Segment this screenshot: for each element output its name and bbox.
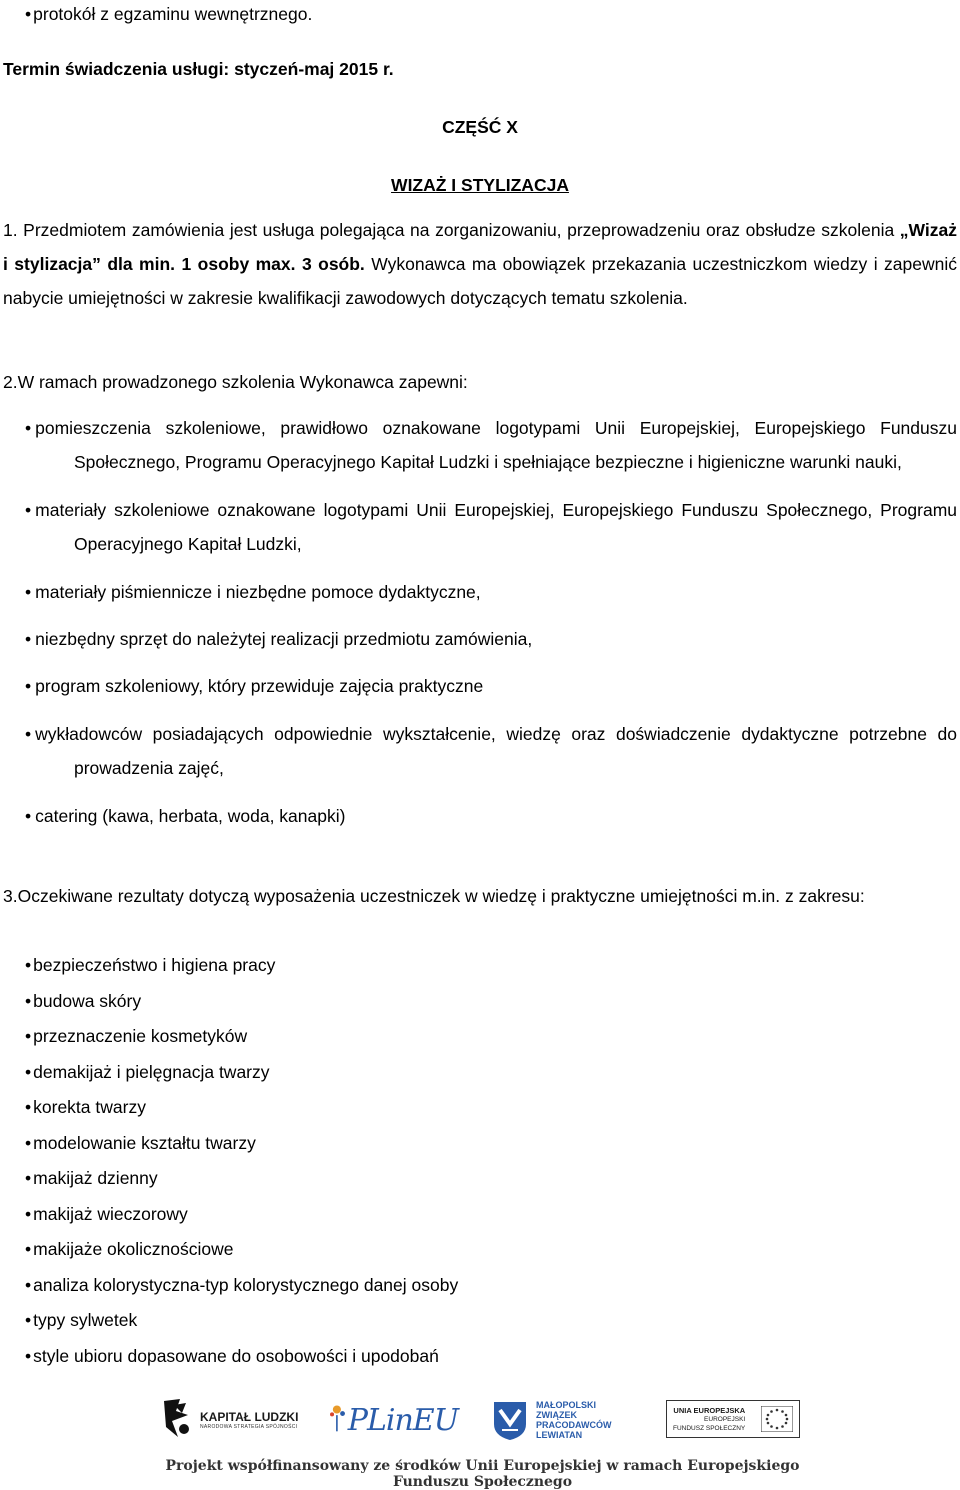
kapital-ludzki-logo — [160, 1392, 320, 1448]
plineu-figure-icon — [328, 1400, 346, 1440]
section-title: WIZAŻ I STYLIZACJA — [391, 175, 569, 195]
footer — [0, 1380, 960, 1490]
eu-line: FUNDUSZ SPOŁECZNY — [673, 1424, 746, 1432]
malopolski-line: PRACODAWCÓW — [536, 1420, 612, 1430]
eu-flag-icon — [761, 1406, 793, 1432]
paragraph-3: 3.Oczekiwane rezultaty dotyczą wyposażenia uczestniczek w wiedzę i praktyczne umiejętności m.in. z zakresu: — [3, 886, 865, 906]
topic-item: • makijaż dzienny — [3, 1161, 957, 1197]
logo-strip — [160, 1392, 800, 1448]
bullet-top: • protokół z egzaminu wewnętrznego. — [3, 0, 957, 33]
topic-item: • demakijaż i pielęgnacja twarzy — [3, 1055, 957, 1091]
topic-item: • typy sylwetek — [3, 1303, 957, 1339]
malopolski-line: LEWIATAN — [536, 1430, 583, 1440]
provision-item: • pomieszczenia szkoleniowe, prawidłowo oznakowane logotypami Unii Europejskiej, Europejskiego Funduszu Społecznego, Programu Operacyjnego Kapitał Ludzki i spełniające bezpieczne i higieniczne warunki nauki, — [3, 411, 957, 479]
term-line: Termin świadczenia usługi: styczeń-maj 2015 r. — [3, 59, 394, 79]
kapital-ludzki-sub: NARODOWA STRATEGIA SPÓJNOŚCI — [200, 1423, 298, 1430]
paragraph-2: 2.W ramach prowadzonego szkolenia Wykonawca zapewni: — [3, 372, 468, 392]
topic-item: • makijaż wieczorowy — [3, 1197, 957, 1233]
topic-item: • bezpieczeństwo i higiena pracy — [3, 948, 957, 984]
topics-list — [3, 948, 957, 1374]
eu-line: UNIA EUROPEJSKA — [673, 1405, 746, 1415]
topic-item: • analiza kolorystyczna-typ kolorystycznego danej osoby — [3, 1268, 957, 1304]
malopolski-line: ZWIĄZEK — [536, 1410, 577, 1420]
paragraph-1: 1. Przedmiotem zamówienia jest usługa polegająca na zorganizowaniu, przeprowadzeniu oraz obsłudze szkolenia „Wizaż i stylizacja” dla min. 1 osoby max. 3 osób. Wykonawca ma obowiązek przekazania uczestniczkom wiedzy i zapewnić nabycie umiejętności w zakresie kwalifikacji zawodowych dotyczących tematu szkolenia. — [3, 220, 957, 308]
topic-item: • style ubioru dopasowane do osobowości i upodobań — [3, 1339, 957, 1375]
provisions-list — [3, 411, 957, 833]
part-title: CZĘŚĆ X — [442, 117, 518, 137]
malopolski-shield-icon — [490, 1398, 530, 1442]
provision-item: • materiały szkoleniowe oznakowane logotypami Unii Europejskiej, Europejskiego Funduszu Społecznego, Programu Operacyjnego Kapitał Ludzki, — [3, 493, 957, 561]
provision-item: • catering (kawa, herbata, woda, kanapki) — [3, 799, 957, 833]
topic-item: • przeznaczenie kosmetyków — [3, 1019, 957, 1055]
topic-item: • makijaże okolicznościowe — [3, 1232, 957, 1268]
provision-item: • materiały piśmiennicze i niezbędne pomoce dydaktyczne, — [3, 575, 957, 609]
provision-item: • wykładowców posiadających odpowiednie wykształcenie, wiedzę oraz doświadczenie dydaktyczne potrzebne do prowadzenia zajęć, — [3, 717, 957, 785]
plineu-logo — [328, 1392, 458, 1448]
topic-item: • korekta twarzy — [3, 1090, 957, 1126]
malopolski-line: MAŁOPOLSKI — [536, 1400, 596, 1410]
malopolski-logo — [490, 1392, 640, 1448]
kapital-ludzki-name: KAPITAŁ LUDZKI — [200, 1409, 299, 1424]
kapital-ludzki-emblem-icon — [160, 1397, 194, 1443]
eu-line: EUROPEJSKI — [704, 1415, 746, 1423]
provision-item: • program szkoleniowy, który przewiduje zajęcia praktyczne — [3, 669, 957, 703]
cofinancing-note: Projekt współfinansowany ze środków Unii Europejskiej w ramach Europejskiego Funduszu Społecznego — [165, 1458, 800, 1490]
topic-item: • budowa skóry — [3, 984, 957, 1020]
provision-item: • niezbędny sprzęt do należytej realizacji przedmiotu zamówienia, — [3, 622, 957, 656]
eu-logo — [666, 1400, 800, 1438]
topic-item: • modelowanie kształtu twarzy — [3, 1126, 957, 1162]
plineu-wordmark: PLinEU — [347, 1402, 458, 1438]
